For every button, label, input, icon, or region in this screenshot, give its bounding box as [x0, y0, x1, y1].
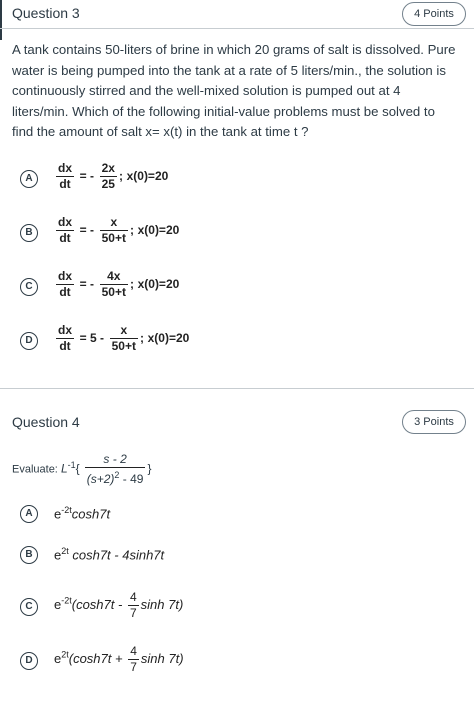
question-3-points-badge: 4 Points: [402, 2, 466, 26]
question-3-stem: A tank contains 50-liters of brine in which 20 grams of salt is dissolved. Pure water is being pumped into the tank at a rate of 5 liters/min., the solution is continuously stirred and the well-mixed solution is pumped out at 4 liters/min. Which of the following initial-value problems must be solved to find the amount of salt x= x(t) in the tank at time t ?: [12, 42, 456, 139]
option-letter-a[interactable]: A: [20, 170, 38, 188]
q4-option-b-expression: $e^{2t}$ cosh7t - 4sinh7t: [54, 546, 165, 563]
question-4-points-badge: 3 Points: [402, 410, 466, 434]
lhs-fraction: $\frac{dx}{dt}$: [58, 215, 73, 245]
question-divider: [0, 388, 474, 389]
option-letter-c[interactable]: C: [20, 278, 38, 296]
q4-option-c-expression: $e^{-2t}(\cosh 7t$ - $\frac{4}{7}$ sinh 7t): [54, 590, 184, 620]
question-3-title: Question 3: [12, 5, 80, 21]
question-focus-bar: [0, 0, 2, 40]
rhs-fraction: $\frac{4x}{50+t}$: [101, 269, 126, 299]
rhs-fraction: $\frac{x}{50+t}$: [101, 215, 126, 245]
option-d-equation: $\frac{dx}{dt}$ = 5 - $\frac{x}{50+t}$ ; x(0)=20: [58, 323, 190, 353]
option-letter-d[interactable]: D: [20, 332, 38, 350]
laplace-fraction: $\frac{s - 2}{(s+2)^2 - 49}$: [86, 452, 144, 486]
question-4-stem: Evaluate: $L^{-1}${ $\frac{s - 2}{(s+2)^2 - 49}$ }: [12, 452, 152, 486]
question-3-header-divider: [0, 28, 474, 29]
lhs-fraction: $\frac{dx}{dt}$: [58, 161, 73, 191]
q4-option-letter-a[interactable]: A: [20, 505, 38, 523]
q4-option-letter-c[interactable]: C: [20, 598, 38, 616]
option-b-equation: $\frac{dx}{dt}$ = - $\frac{x}{50+t}$ ; x(0)=20: [58, 215, 180, 245]
q4-option-letter-b[interactable]: B: [20, 546, 38, 564]
rhs-fraction: $\frac{2x}{25}$: [101, 161, 115, 191]
option-a-equation: $\frac{dx}{dt}$ = - $\frac{2x}{25}$ ; x(0)=20: [58, 161, 169, 191]
option-letter-b[interactable]: B: [20, 224, 38, 242]
option-c-equation: $\frac{dx}{dt}$ = - $\frac{4x}{50+t}$ ; x(0)=20: [58, 269, 180, 299]
lhs-fraction: $\frac{dx}{dt}$: [58, 323, 73, 353]
q4-c-fraction: $\frac{4}{7}$: [129, 590, 137, 620]
q4-option-d-expression: $e^{2t}(\cosh 7t$ + $\frac{4}{7}$ sinh 7t): [54, 644, 184, 674]
q4-option-a-expression: $e^{-2t}\cosh 7t$: [54, 505, 111, 522]
q4-option-letter-d[interactable]: D: [20, 652, 38, 670]
question-4-title: Question 4: [12, 414, 80, 430]
rhs-fraction: $\frac{x}{50+t}$: [111, 323, 136, 353]
q4-d-fraction: $\frac{4}{7}$: [130, 644, 137, 674]
lhs-fraction: $\frac{dx}{dt}$: [58, 269, 73, 299]
